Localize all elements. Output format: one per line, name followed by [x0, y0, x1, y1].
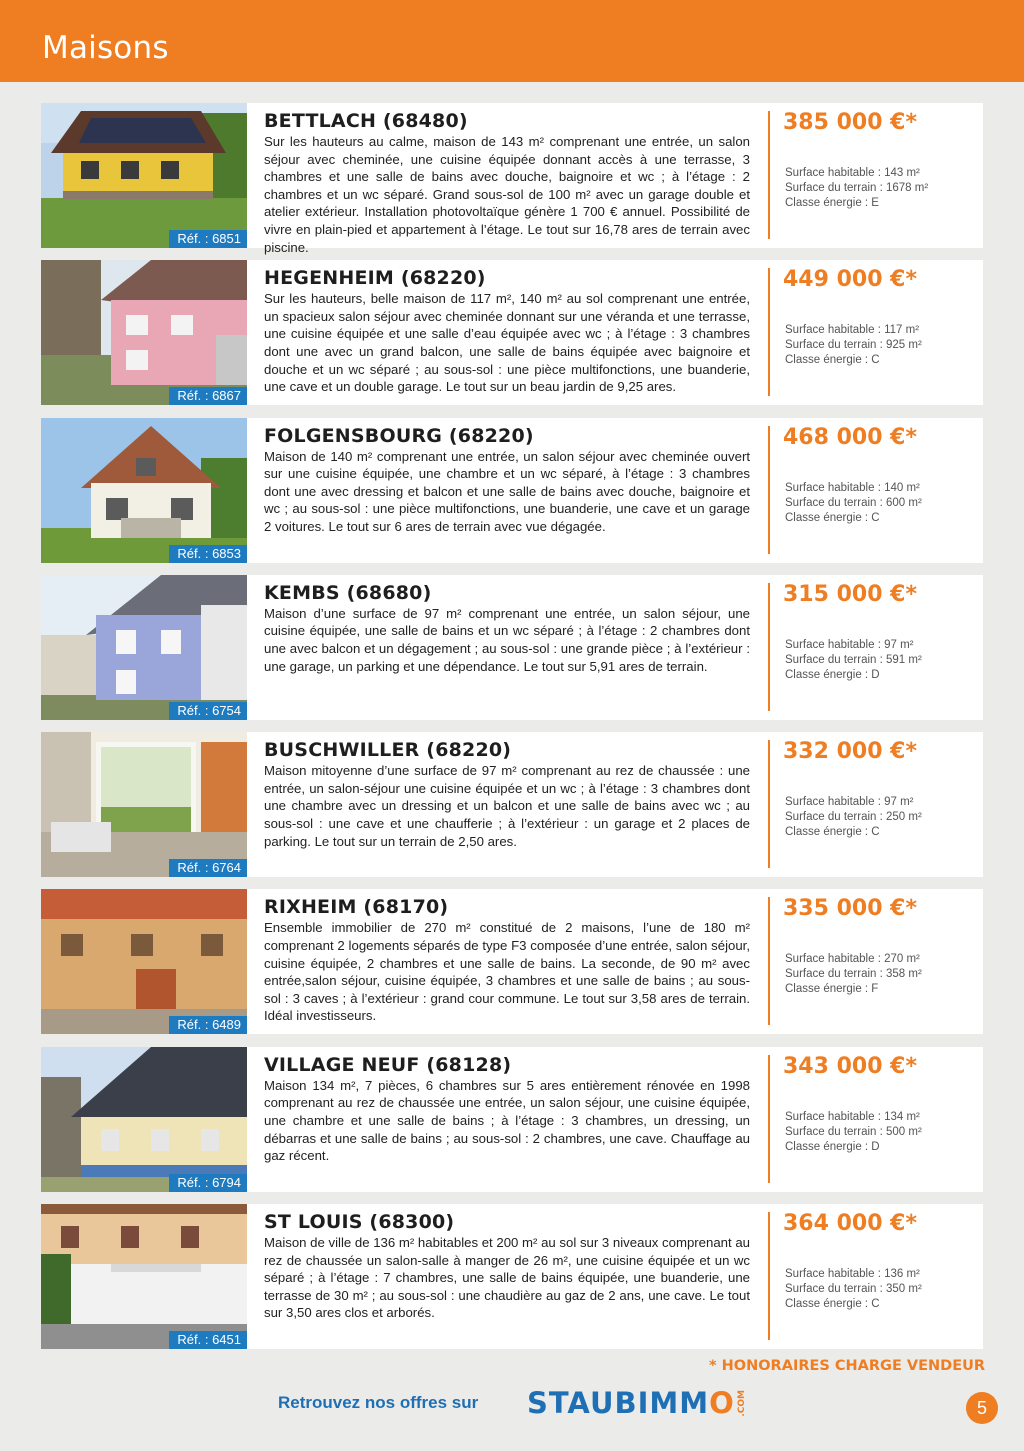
classe-energie: Classe énergie : C — [785, 354, 880, 367]
surface-terrain: Surface du terrain : 600 m² — [785, 496, 922, 509]
classe-energie: Classe énergie : D — [785, 668, 880, 681]
listing-description: Maison de ville de 136 m² habitables et 200 m² au sol sur 3 niveaux comprenant au rez de chaussée un salon-salle à manger de 26 m², une cuisine équipée et un wc séparé ; à l’étage : 7 chambres, une salle de bains équipée, une buanderie, une terrasse de 30 m² ; au sous-sol : une chaudière au gaz de 2 ans, une cave. Le tout sur 3,50 ares clos et arborés. — [264, 1235, 751, 1321]
page-header — [0, 0, 1024, 82]
listing-city: KEMBS (68680) — [264, 581, 432, 604]
listing-city: VILLAGE NEUF (68128) — [264, 1053, 512, 1076]
house-photo-brick-icon — [41, 889, 247, 1034]
listing-card[interactable] — [41, 260, 983, 405]
listing-card[interactable] — [41, 1204, 983, 1349]
listing-card[interactable] — [41, 889, 983, 1034]
house-photo — [41, 418, 247, 563]
classe-energie: Classe énergie : C — [785, 511, 880, 524]
listing-description: Sur les hauteurs, belle maison de 117 m², 140 m² au sol comprenant une entrée, un spacieux salon séjour avec cheminée donnant sur une véranda et une terrasse, une cuisine équipée et une salle d’eau équipée avec wc ; à l’étage : 3 chambres dont une avec un grand balcon, une salle de bains équipée avec baignoire et douche et un wc séparé ; au sous-sol : une pièce multifonctions, une buanderie, une cave et un double garage. Le tout sur un beau jardin de 9,25 ares. — [264, 291, 750, 395]
surface-habitable: Surface habitable : 270 m² — [785, 953, 920, 966]
listing-specs — [785, 795, 922, 840]
listing-specs — [785, 952, 922, 997]
page-number: 5 — [966, 1392, 998, 1424]
house-photo-solar-roof-icon — [41, 103, 247, 248]
listing-specs — [785, 166, 928, 211]
classe-energie: Classe énergie : E — [785, 197, 879, 209]
surface-habitable: Surface habitable : 117 m² — [785, 324, 920, 337]
classe-energie: Classe énergie : C — [785, 1298, 880, 1311]
listing-price: 332 000 €* — [783, 739, 917, 765]
listings — [41, 103, 983, 1361]
surface-habitable: Surface habitable : 143 m² — [785, 167, 920, 179]
listing-specs — [785, 1267, 922, 1312]
divider — [768, 268, 770, 396]
listing-price: 468 000 €* — [783, 424, 917, 450]
surface-habitable: Surface habitable : 136 m² — [785, 1268, 920, 1281]
classe-energie: Classe énergie : C — [785, 826, 880, 839]
listing-description: Sur les hauteurs au calme, maison de 143 m² comprenant une entrée, un salon séjour avec cheminée, une cuisine équipée donnant accès à une terrasse, 3 chambres et une salle de bains avec douche, baignoire et wc ; à l’étage : 2 chambres et un wc séparé. Grand sous-sol de 100 m² avec un garage double et atelier extérieur. Installation photovoltaïque génère 1 700 € annuel. Possibilité de vivre en plain-pied et appartement à l’étage. Le tout sur 16,78 ares de terrain avec piscine. — [264, 134, 750, 255]
listing-price: 449 000 €* — [783, 267, 917, 293]
reference-label: Réf. : 6754 — [169, 702, 247, 720]
reference-label: Réf. : 6451 — [169, 1331, 247, 1349]
house-photo — [41, 103, 247, 248]
surface-terrain: Surface du terrain : 358 m² — [785, 968, 922, 981]
logo-blue-text: STAUBIMM — [527, 1386, 710, 1420]
divider — [768, 1212, 770, 1340]
surface-terrain: Surface du terrain : 350 m² — [785, 1283, 922, 1296]
listing-description: Ensemble immobilier de 270 m² constitué de 2 maisons, l’une de 180 m² comprenant 2 logements séparés de type F3 composée d’une entrée, salon séjour, cuisine équipée, 2 chambres et une salle de bains. La seconde, de 90 m² avec entrée,salon séjour, cuisine équipée, 3 chambres et une salle de bains ; au sous-sol : 3 caves ; à l’extérieur : grand cour commune. Le tout sur 3,58 ares de terrain. Idéal investisseurs. — [264, 920, 750, 1024]
listing-city: HEGENHEIM (68220) — [264, 267, 486, 290]
divider — [768, 583, 770, 711]
listing-description: Maison de 140 m² comprenant une entrée, un salon séjour avec cheminée ouvert sur une cuisine équipée, une chambre et un wc séparé, à l’étage : 3 chambres dont une avec dressing et balcon et une salle de bains avec douche, baignoire et wc ; au sous-sol : une pièce multifonctions, une buanderie, une cave et un garage 2 voitures. Le tout sur 6 ares de terrain avec vue dégagée. — [264, 448, 750, 534]
house-photo — [41, 575, 247, 720]
listing-card[interactable] — [41, 418, 983, 563]
listing-city: RIXHEIM (68170) — [264, 896, 449, 919]
listing-price: 364 000 €* — [783, 1211, 917, 1237]
listing-specs — [785, 1110, 922, 1155]
reference-label: Réf. : 6851 — [169, 230, 247, 248]
listing-city: BUSCHWILLER (68220) — [264, 739, 512, 762]
listing-card[interactable] — [41, 732, 983, 877]
logo-com-text: .COM — [736, 1389, 747, 1417]
listing-price: 335 000 €* — [783, 896, 917, 922]
listing-card[interactable] — [41, 1047, 983, 1192]
find-offers-text: Retrouvez nos offres sur — [278, 1393, 479, 1412]
surface-terrain: Surface du terrain : 591 m² — [785, 653, 922, 666]
house-photo-cream-icon — [41, 1047, 247, 1192]
listing-card[interactable] — [41, 575, 983, 720]
interior-photo-icon — [41, 732, 247, 877]
listing-city: BETTLACH (68480) — [264, 110, 468, 132]
reference-label: Réf. : 6794 — [169, 1174, 247, 1192]
surface-habitable: Surface habitable : 97 m² — [785, 796, 914, 809]
divider — [768, 1055, 770, 1183]
surface-terrain: Surface du terrain : 925 m² — [785, 339, 922, 352]
listing-specs — [785, 481, 922, 526]
surface-habitable: Surface habitable : 97 m² — [785, 638, 914, 651]
listing-price: 315 000 €* — [783, 581, 917, 607]
house-photo-pink-icon — [41, 260, 247, 405]
listing-description: Maison d’une surface de 97 m² comprenant une entrée, un salon séjour, une cuisine équipée, une salle de bains et un wc séparé ; à l’étage : 2 chambres dont une avec balcon et un dégagement ; au sous-sol : une grande pièce ; à l’extérieur : une garage, un parking et une dépendance. Le tout sur 5,91 ares de terrain. — [264, 605, 750, 674]
listing-city: ST LOUIS (68300) — [264, 1211, 455, 1234]
classe-energie: Classe énergie : F — [785, 983, 879, 996]
house-photo — [41, 1204, 247, 1349]
house-photo-townhouse-icon — [41, 1204, 247, 1349]
listing-price: 385 000 €* — [783, 110, 917, 135]
surface-terrain: Surface du terrain : 250 m² — [785, 811, 922, 824]
listing-price: 343 000 €* — [783, 1053, 917, 1079]
surface-habitable: Surface habitable : 134 m² — [785, 1110, 920, 1123]
staubimmo-logo[interactable] — [527, 1385, 747, 1421]
listing-specs — [785, 323, 922, 368]
divider — [768, 740, 770, 868]
fees-note: * HONORAIRES CHARGE VENDEUR — [709, 1358, 986, 1374]
divider — [768, 111, 770, 239]
divider — [768, 426, 770, 554]
page-title: Maisons — [42, 30, 169, 66]
logo-orange-text: O — [709, 1386, 735, 1420]
surface-terrain: Surface du terrain : 500 m² — [785, 1125, 922, 1138]
reference-label: Réf. : 6764 — [169, 859, 247, 877]
house-photo — [41, 732, 247, 877]
reference-label: Réf. : 6489 — [169, 1016, 247, 1034]
surface-habitable: Surface habitable : 140 m² — [785, 481, 920, 494]
house-photo-white-icon — [41, 418, 247, 563]
listing-description: Maison 134 m², 7 pièces, 6 chambres sur 5 ares entièrement rénovée en 1998 comprenant au rez de chaussée une entrée, un salon séjour, une cuisine équipée, une chambre et une salle de bains ; à l’étage : 3 chambres, un dressing, un débarras et une salle de bains ; au sous-sol : 2 chambres, une cave. Chauffage au gaz récent. — [264, 1077, 750, 1164]
house-photo — [41, 1047, 247, 1192]
house-photo — [41, 889, 247, 1034]
divider — [768, 897, 770, 1025]
reference-label: Réf. : 6853 — [169, 545, 247, 563]
listing-description: Maison mitoyenne d’une surface de 97 m² comprenant au rez de chaussée : une entrée, un salon-séjour une cuisine équipée et un wc ; à l’étage : 3 chambres dont une chambre avec un dressing et un balcon et une salle de bains avec wc ; au sous-sol : une cave et une chaufferie ; à l’extérieur : un garage et 2 places de parking. Le tout sur un terrain de 2,50 ares. — [264, 763, 750, 849]
classe-energie: Classe énergie : D — [785, 1140, 880, 1153]
surface-terrain: Surface du terrain : 1678 m² — [785, 182, 929, 194]
house-photo-blue-icon — [41, 575, 247, 720]
listing-city: FOLGENSBOURG (68220) — [264, 424, 534, 447]
listing-specs — [785, 638, 922, 683]
house-photo — [41, 260, 247, 405]
listing-card[interactable] — [41, 103, 983, 255]
reference-label: Réf. : 6867 — [169, 387, 247, 405]
